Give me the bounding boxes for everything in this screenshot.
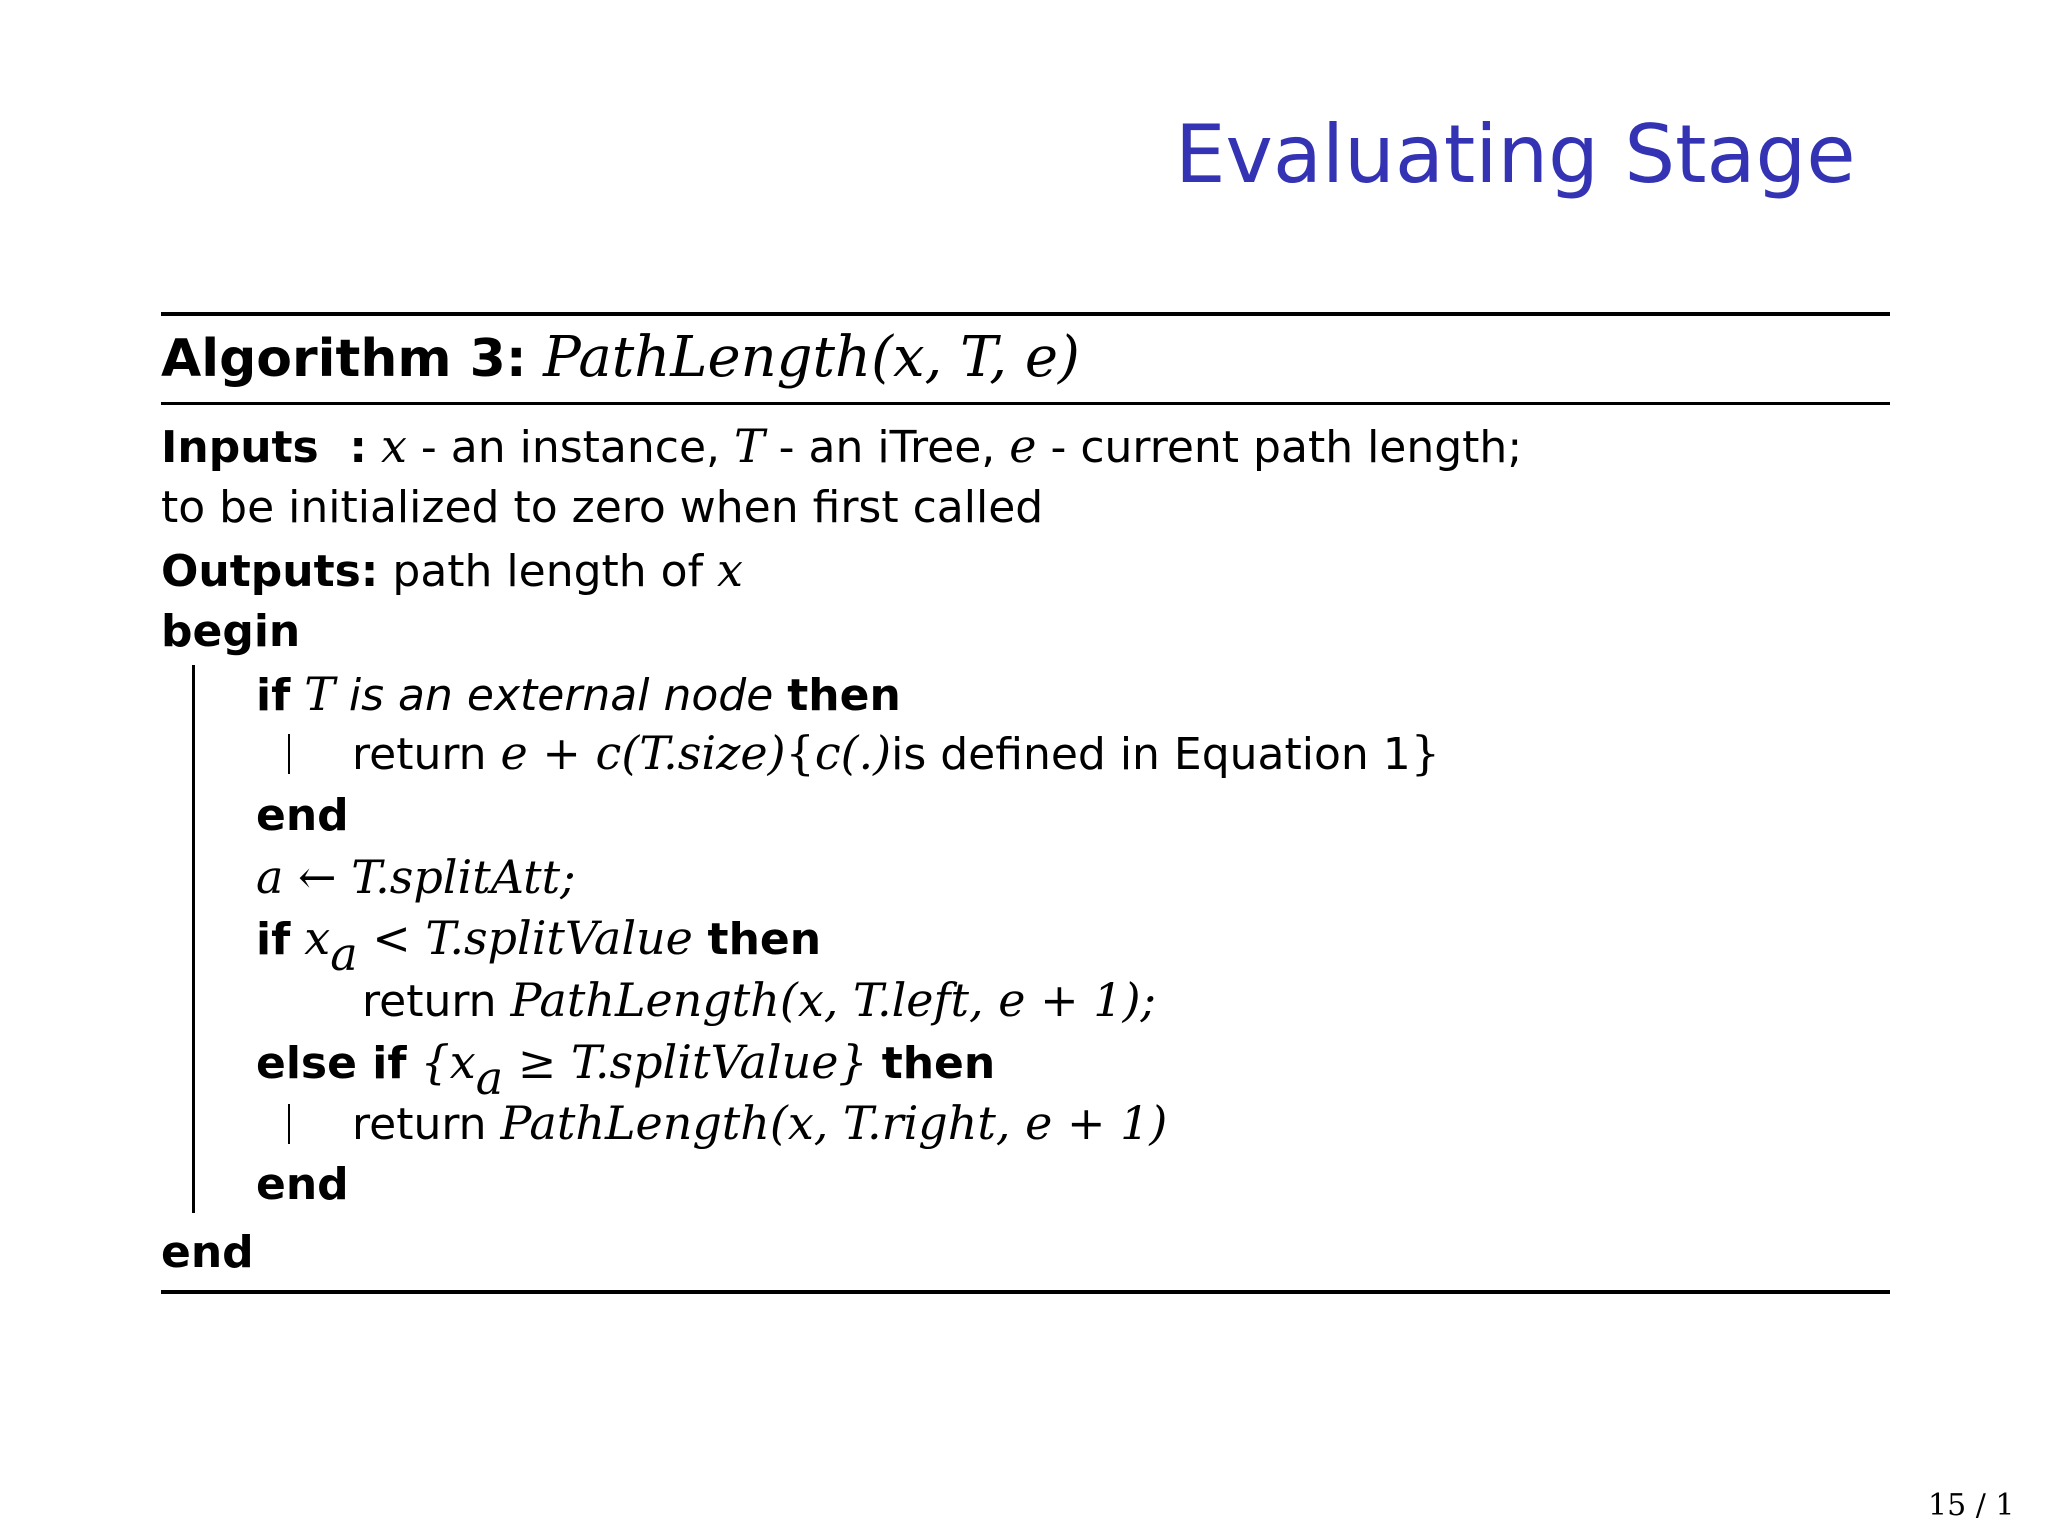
note-open-brace: { xyxy=(785,726,815,780)
inputs-e-desc: - current path length; xyxy=(1036,422,1523,473)
else-if-cond: ≥ T.splitValue} xyxy=(503,1035,868,1089)
return-keyword-3: return xyxy=(352,1099,487,1150)
else-if-subscript: a xyxy=(475,1051,504,1106)
else-if-line xyxy=(256,1034,996,1106)
return-left-line xyxy=(362,972,1156,1030)
return-right-expr: PathLength(x, T.right, e + 1) xyxy=(500,1096,1168,1150)
inputs-x-desc: - an instance, xyxy=(406,422,734,473)
else-if-var-x: {x xyxy=(420,1035,476,1089)
end-if-2: end xyxy=(256,1159,349,1210)
then-keyword-3: then xyxy=(881,1038,996,1089)
algorithm-label: Algorithm 3: xyxy=(161,329,527,389)
if-external-cond: is an external node xyxy=(334,670,788,721)
slide-title: Evaluating Stage xyxy=(1175,108,1856,201)
if-split-line xyxy=(256,910,822,982)
if-var-subscript: a xyxy=(330,927,358,982)
inputs-T-desc: - an iTree, xyxy=(764,422,1010,473)
algorithm-bottom-rule xyxy=(161,1290,1890,1294)
outputs-label: Outputs: xyxy=(161,546,379,597)
assign-expr: a ← T.splitAtt; xyxy=(256,850,576,904)
return-size-expr: e + c(T.size) xyxy=(500,726,786,780)
outputs-desc: path length of xyxy=(378,546,718,597)
begin-keyword: begin xyxy=(161,606,301,657)
inputs-var-x: x xyxy=(380,419,407,473)
end-begin: end xyxy=(161,1227,254,1278)
if-keyword: if xyxy=(256,670,291,721)
return-right-line xyxy=(352,1095,1167,1153)
algorithm-mid-rule xyxy=(161,402,1890,405)
inputs-continuation: to be initialized to zero when first called xyxy=(161,482,1044,533)
algorithm-header xyxy=(161,325,1080,390)
assign-line xyxy=(256,849,576,907)
if-var-x: x xyxy=(304,911,331,965)
if-external-line xyxy=(256,666,901,724)
if-var-T: T xyxy=(304,667,335,721)
then-keyword-2: then xyxy=(707,914,822,965)
return-size-line xyxy=(352,725,1440,783)
note-c-function: c(.) xyxy=(814,726,892,780)
inputs-label: Inputs : xyxy=(161,422,367,473)
if-keyword-2: if xyxy=(256,914,291,965)
outputs-line xyxy=(161,542,743,600)
if-block-bar xyxy=(288,734,290,774)
end-if-1: end xyxy=(256,790,349,841)
then-keyword: then xyxy=(787,670,901,721)
return-left-expr: PathLength(x, T.left, e + 1); xyxy=(510,973,1157,1027)
page-number: 15 / 1 xyxy=(1928,1488,2015,1523)
algorithm-signature: PathLength(x, T, e) xyxy=(543,325,1080,390)
begin-block-bar xyxy=(192,665,195,1213)
note-close-brace: } xyxy=(1410,726,1441,780)
inputs-var-T: T xyxy=(734,419,765,473)
outputs-var-x: x xyxy=(717,543,743,597)
if-split-cond: < T.splitValue xyxy=(357,911,708,965)
else-block-bar xyxy=(288,1104,290,1144)
else-if-keyword: else if xyxy=(256,1038,407,1089)
return-keyword-2: return xyxy=(362,976,497,1027)
inputs-line xyxy=(161,418,1522,476)
note-text: is defined in Equation 1 xyxy=(891,729,1411,780)
return-keyword: return xyxy=(352,729,487,780)
algorithm-top-rule xyxy=(161,312,1890,316)
inputs-var-e: e xyxy=(1009,419,1037,473)
